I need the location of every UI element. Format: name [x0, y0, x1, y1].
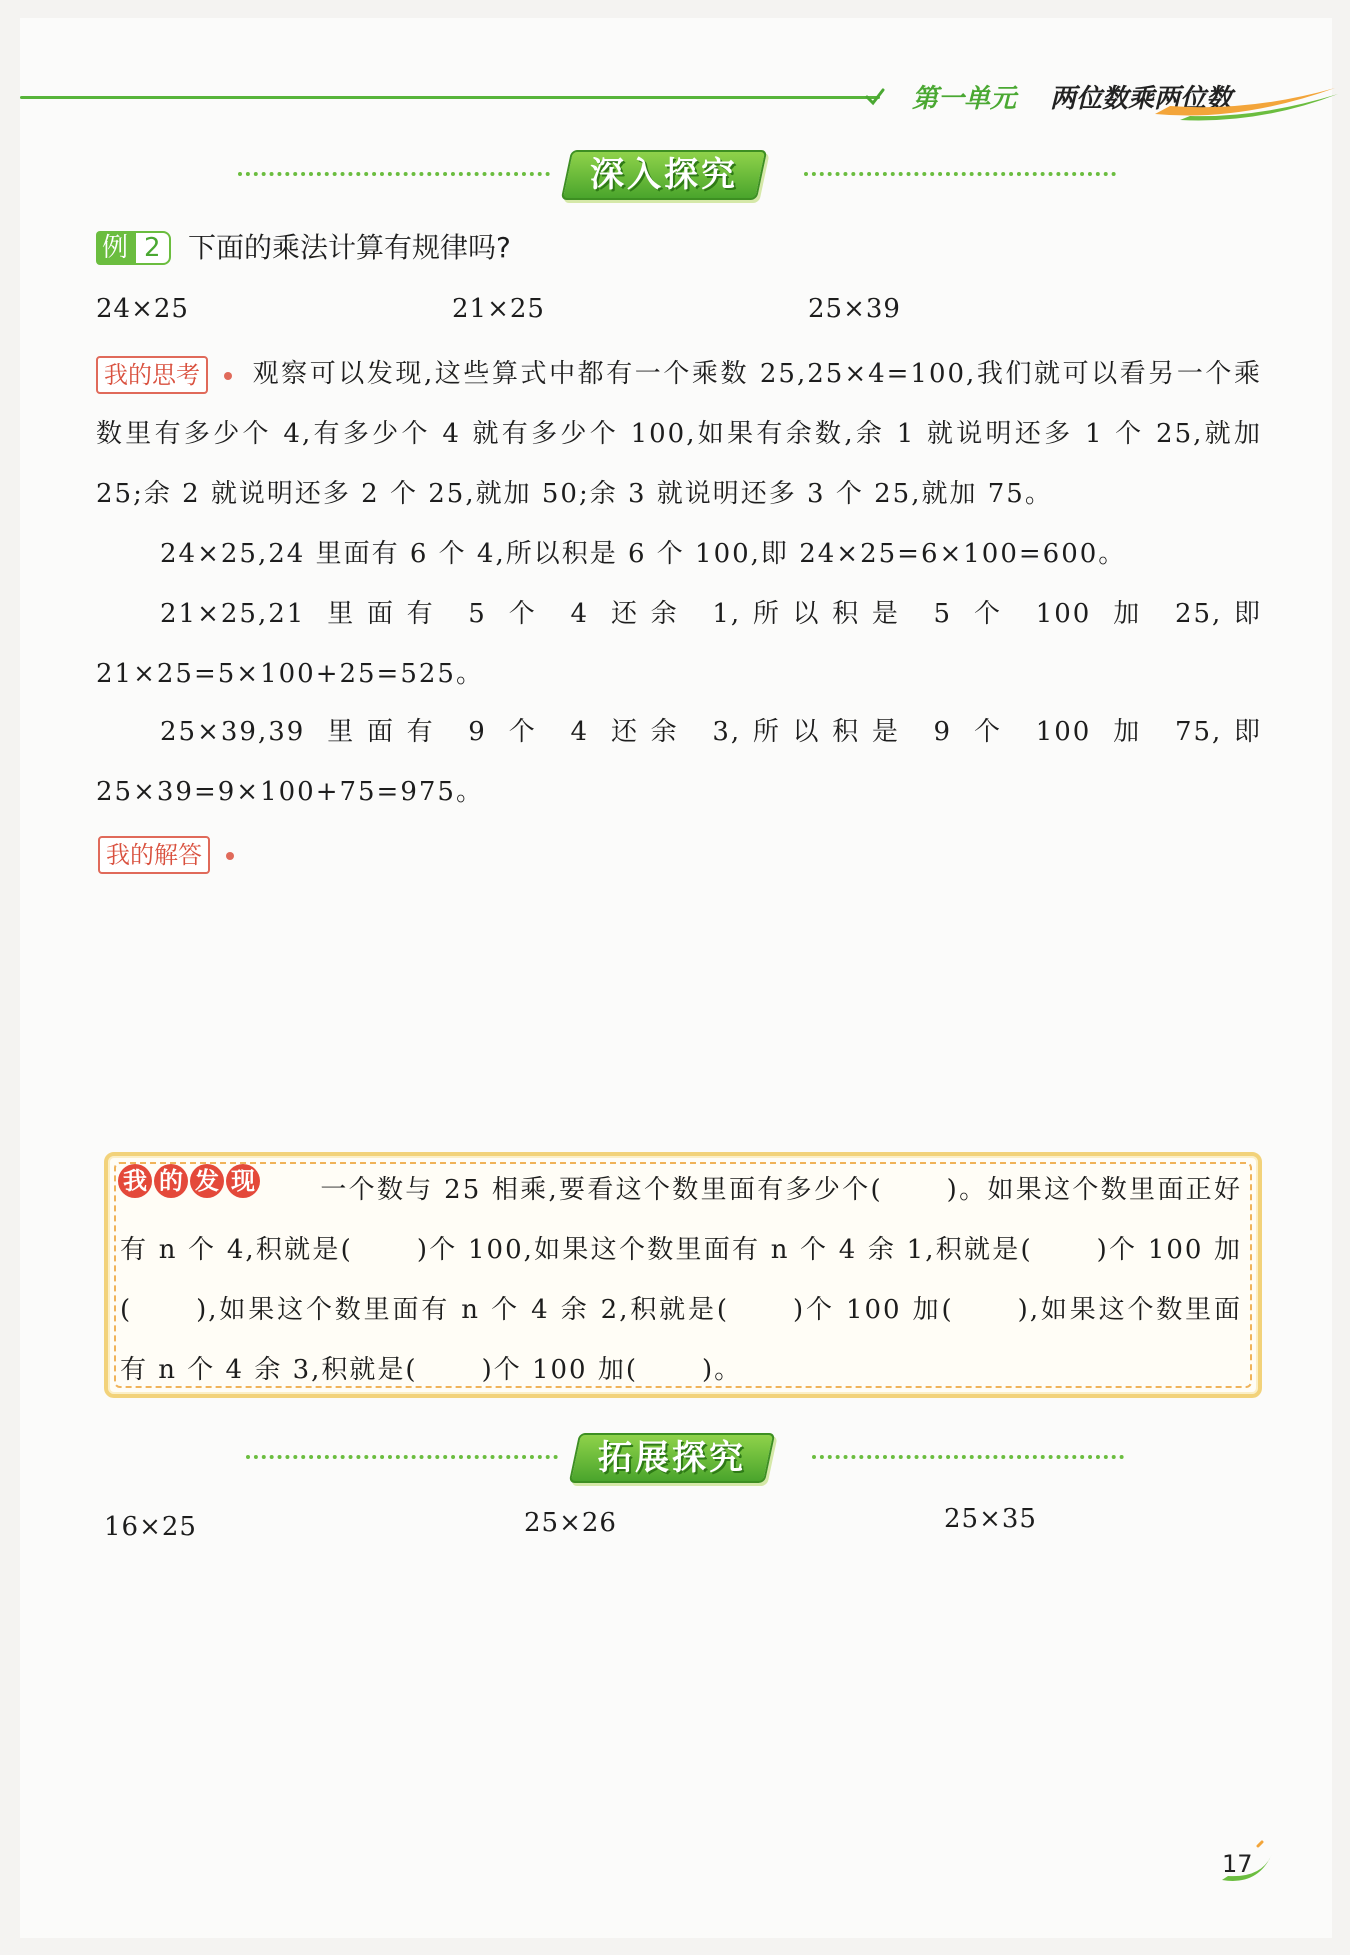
section-title: 深入探究: [590, 155, 738, 195]
page-sheet: [20, 18, 1332, 1938]
discovery-tag-char: 现: [226, 1164, 260, 1198]
expression: 16×25: [104, 1512, 197, 1542]
tag-dot-icon: [226, 852, 234, 860]
thinking-paragraph-3: 21×25,21 里面有 5 个 4 还余 1,所以积是 5 个 100 加 25,即 21×25=5×100+25=525。: [96, 599, 1262, 689]
unit-label: 第一单元: [912, 84, 1017, 114]
example-question: 下面的乘法计算有规律吗?: [188, 231, 511, 264]
banner-dots-right: [812, 1455, 1124, 1459]
expression: 25×39: [808, 294, 901, 324]
section-banner-extend: [569, 1433, 776, 1483]
swoosh-decoration-icon: [1150, 84, 1340, 124]
expression: 25×35: [944, 1504, 1037, 1534]
expression: 25×26: [524, 1508, 617, 1538]
discovery-text: 一个数与 25 相乘,要看这个数里面有多少个( )。如果这个数里面正好有 n 个 4,积就是( )个 100,如果这个数里面有 n 个 4 余 1,积就是( )个 100 加( ),如果这个数里面有 n 个 4 余 2,积就是( )个 100 加( ),如果这个数里面有 n 个 4 余 3,积就是( )个 100 加( )。: [120, 1175, 1242, 1385]
example-label: [96, 230, 171, 266]
banner-dots-left: [246, 1455, 558, 1459]
section-banner-deep: [561, 150, 768, 200]
discovery-tag-char: 的: [154, 1164, 188, 1198]
topic-title: 两位数乘两位数: [1050, 84, 1233, 114]
thinking-paragraph-4: 25×39,39 里面有 9 个 4 还余 3,所以积是 9 个 100 加 75,即 25×39=9×100+75=975。: [96, 717, 1262, 807]
section-title: 拓展探究: [598, 1438, 746, 1478]
check-mark-icon: [864, 86, 886, 108]
example-badge: 例: [96, 231, 134, 265]
discovery-tag-char: 发: [190, 1164, 224, 1198]
header-rule: [20, 96, 880, 99]
answer-tag: 我的解答: [98, 836, 210, 874]
banner-dots-right: [804, 172, 1116, 176]
expression: 24×25: [96, 294, 189, 324]
page-number: 17: [1222, 1850, 1253, 1878]
discovery-tag-char: 我: [118, 1164, 152, 1198]
thinking-tag: 我的思考: [96, 356, 208, 394]
example-number: 2: [134, 231, 171, 265]
banner-dots-left: [238, 172, 550, 176]
thinking-paragraph-1: 观察可以发现,这些算式中都有一个乘数 25,25×4=100,我们就可以看另一个乘数里有多少个 4,有多少个 4 就有多少个 100,如果有余数,余 1 就说明还多 1 个 25,就加 25;余 2 就说明还多 2 个 25,就加 50;余 3 就说明还多 3 个 25,就加 75。: [96, 359, 1262, 509]
expression: 21×25: [452, 294, 545, 324]
thinking-paragraph-2: 24×25,24 里面有 6 个 4,所以积是 6 个 100,即 24×25=6×100=600。: [160, 539, 1127, 569]
